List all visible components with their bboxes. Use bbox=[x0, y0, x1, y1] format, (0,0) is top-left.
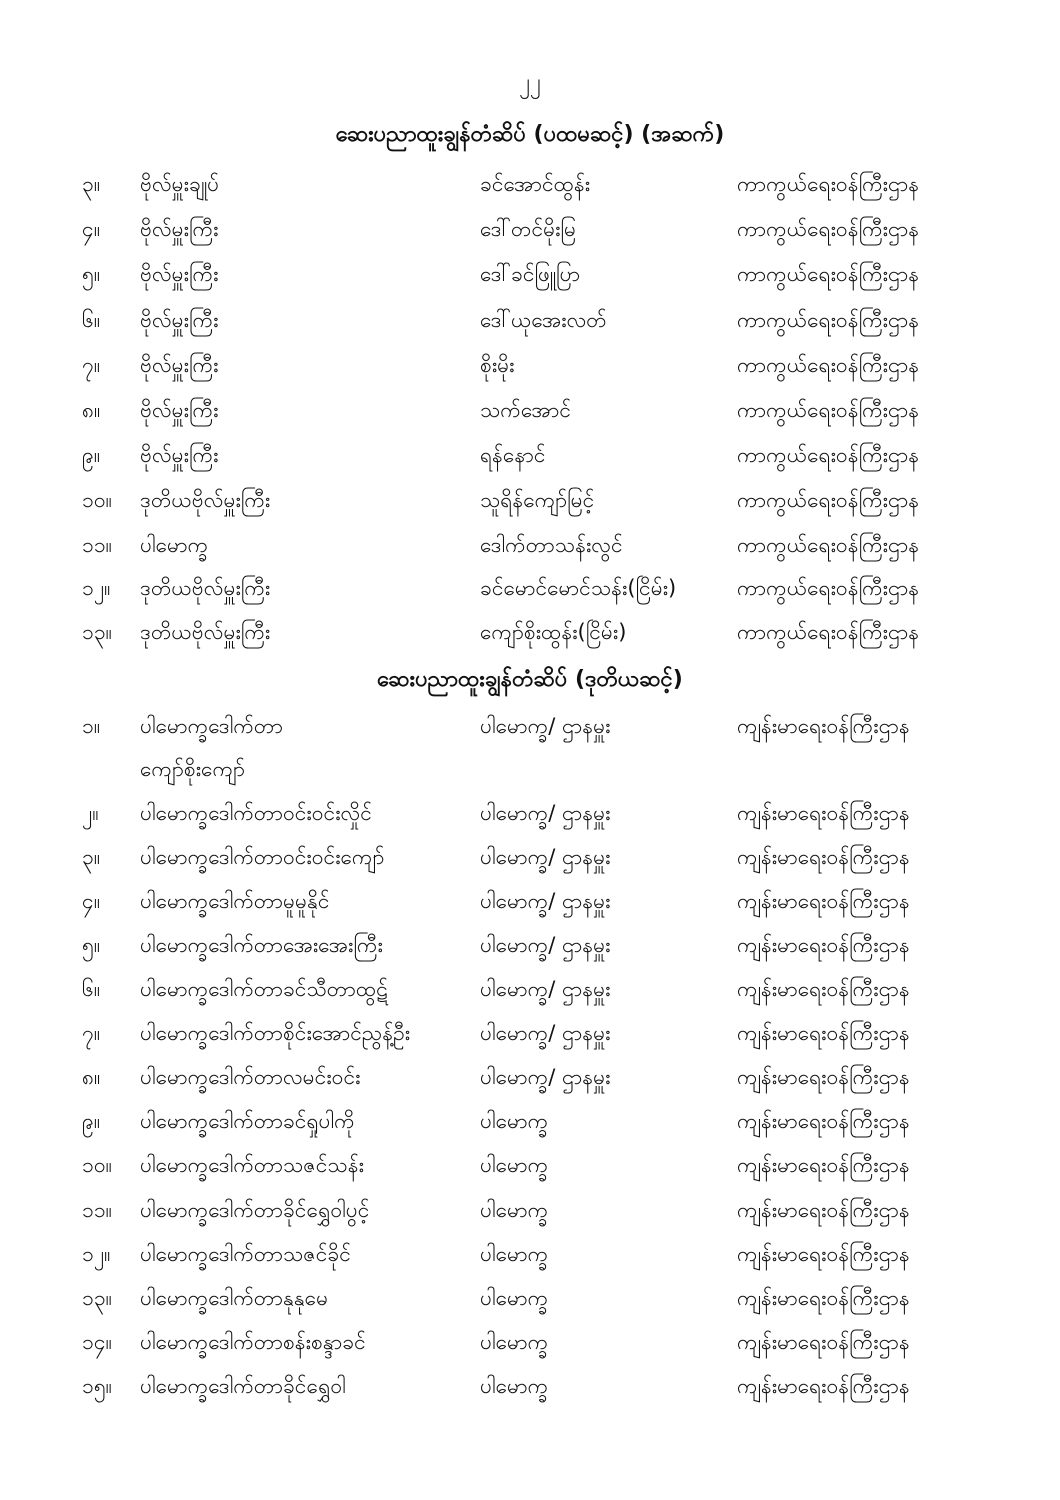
item-department: ကာကွယ်ရေးဝန်ကြီးဌာန bbox=[737, 262, 920, 286]
item-name: ပါမောက္ခ/ ဌာနမှူး bbox=[480, 1021, 611, 1045]
item-department: ကျန်းမာရေးဝန်ကြီးဌာန bbox=[737, 845, 910, 869]
list-item bbox=[0, 1278, 1060, 1318]
list-item bbox=[0, 568, 1060, 608]
item-number: ၁၄။ bbox=[82, 1330, 112, 1354]
item-name: ဒေါ်ယုအေးလတ် bbox=[480, 308, 607, 332]
item-number: ၈။ bbox=[82, 1065, 101, 1089]
item-number: ၅။ bbox=[82, 933, 101, 957]
item-number: ၁၅။ bbox=[82, 1374, 112, 1398]
item-rank: ဒုတိယဗိုလ်မှူးကြီး bbox=[140, 576, 271, 600]
list-item bbox=[0, 480, 1060, 520]
item-rank: ဗိုလ်မှူးကြီး bbox=[140, 398, 219, 422]
item-name: ပါမောက္ခ bbox=[480, 1374, 549, 1398]
item-department: ကျန်းမာရေးဝန်ကြီးဌာန bbox=[737, 1242, 910, 1266]
item-name: ပါမောက္ခ bbox=[480, 1242, 549, 1266]
item-department: ကျန်းမာရေးဝန်ကြီးဌာန bbox=[737, 1109, 910, 1133]
list-item bbox=[0, 390, 1060, 430]
list-item bbox=[0, 793, 1060, 833]
item-rank: ပါမောက္ခ bbox=[140, 533, 209, 557]
item-department: ကျန်းမာရေးဝန်ကြီးဌာန bbox=[737, 1374, 910, 1398]
item-department: ကာကွယ်ရေးဝန်ကြီးဌာန bbox=[737, 172, 920, 196]
item-name: ပါမောက္ခ bbox=[480, 1198, 549, 1222]
item-rank: ပါမောက္ခဒေါက်တာခင်ရှုပါကို bbox=[140, 1109, 355, 1133]
item-rank: ပါမောက္ခဒေါက်တာ bbox=[140, 714, 283, 738]
item-number: ၂။ bbox=[82, 801, 99, 825]
item-name: ကျော်စိုးထွန်း(ငြိမ်း) bbox=[480, 620, 627, 644]
item-department: ကျန်းမာရေးဝန်ကြီးဌာန bbox=[737, 1330, 910, 1354]
item-number: ၃။ bbox=[82, 845, 101, 869]
item-number: ၇။ bbox=[82, 353, 101, 377]
item-name: သက်အောင် bbox=[480, 398, 571, 422]
item-department: ကာကွယ်ရေးဝန်ကြီးဌာန bbox=[737, 398, 920, 422]
item-department: ကာကွယ်ရေးဝန်ကြီးဌာန bbox=[737, 308, 920, 332]
list-item bbox=[0, 254, 1060, 294]
list-item bbox=[0, 881, 1060, 921]
item-name: ပါမောက္ခ/ ဌာနမှူး bbox=[480, 1065, 611, 1089]
item-department: ကာကွယ်ရေးဝန်ကြီးဌာန bbox=[737, 576, 920, 600]
item-number: ၃။ bbox=[82, 172, 101, 196]
item-department: ကျန်းမာရေးဝန်ကြီးဌာန bbox=[737, 1198, 910, 1222]
list-item bbox=[0, 1145, 1060, 1185]
list-item bbox=[0, 300, 1060, 340]
item-department: ကျန်းမာရေးဝန်ကြီးဌာန bbox=[737, 977, 910, 1001]
item-rank-continuation: ကျော်စိုးကျော် bbox=[140, 757, 245, 781]
item-rank: ဗိုလ်မှူးကြီး bbox=[140, 217, 219, 241]
list-item bbox=[0, 1057, 1060, 1097]
item-rank: ပါမောက္ခဒေါက်တာဝင်းဝင်းကျော် bbox=[140, 845, 385, 869]
list-item bbox=[0, 612, 1060, 652]
item-rank: ဗိုလ်မှူးကြီး bbox=[140, 353, 219, 377]
item-rank: ပါမောက္ခဒေါက်တာခိုင်ရွှေဝါပွင့် bbox=[140, 1198, 370, 1222]
item-name: ပါမောက္ခ/ ဌာနမှူး bbox=[480, 801, 611, 825]
item-department: ကျန်းမာရေးဝန်ကြီးဌာန bbox=[737, 714, 910, 738]
item-department: ကျန်းမာရေးဝန်ကြီးဌာန bbox=[737, 1065, 910, 1089]
section-title-second-grade: ဆေးပညာထူးချွန်တံဆိပ် (ဒုတိယဆင့်) bbox=[377, 667, 683, 692]
item-number: ၄။ bbox=[82, 217, 101, 241]
item-department: ကာကွယ်ရေးဝန်ကြီးဌာန bbox=[737, 488, 920, 512]
item-department: ကျန်းမာရေးဝန်ကြီးဌာန bbox=[737, 933, 910, 957]
list-item bbox=[0, 1013, 1060, 1053]
item-name: ပါမောက္ခ bbox=[480, 1330, 549, 1354]
item-rank: ပါမောက္ခဒေါက်တာလမင်းဝင်း bbox=[140, 1065, 361, 1089]
list-item bbox=[0, 209, 1060, 249]
item-name: ပါမောက္ခ bbox=[480, 1153, 549, 1177]
item-name: ဒေါ်ခင်ဖြူပြာ bbox=[480, 262, 581, 286]
item-number: ၄။ bbox=[82, 889, 101, 913]
list-item bbox=[0, 164, 1060, 204]
item-rank: ပါမောက္ခဒေါက်တာစန်းစန္ဒာခင် bbox=[140, 1330, 366, 1354]
item-name: ပါမောက္ခ/ ဌာနမှူး bbox=[480, 933, 611, 957]
item-number: ၁၁။ bbox=[82, 533, 112, 557]
item-department: ကျန်းမာရေးဝန်ကြီးဌာန bbox=[737, 801, 910, 825]
item-number: ၈။ bbox=[82, 398, 101, 422]
item-number: ၆။ bbox=[82, 977, 101, 1001]
item-department: ကျန်းမာရေးဝန်ကြီးဌာန bbox=[737, 889, 910, 913]
item-name: သူရိန်ကျော်မြင့် bbox=[480, 488, 595, 512]
item-rank: ပါမောက္ခဒေါက်တာသဇင်သန်း bbox=[140, 1153, 364, 1177]
item-department: ကျန်းမာရေးဝန်ကြီးဌာန bbox=[737, 1286, 910, 1310]
item-name: ရန်နောင် bbox=[480, 443, 546, 467]
item-rank: ဒုတိယဗိုလ်မှူးကြီး bbox=[140, 488, 271, 512]
item-number: ၇။ bbox=[82, 1021, 101, 1045]
item-rank: ပါမောက္ခဒေါက်တာနုနုမေ bbox=[140, 1286, 329, 1310]
item-number: ၅။ bbox=[82, 262, 101, 286]
item-rank: ဗိုလ်မှူးချုပ် bbox=[140, 172, 220, 196]
item-name: ပါမောက္ခ/ ဌာနမှူး bbox=[480, 977, 611, 1001]
item-department: ကျန်းမာရေးဝန်ကြီးဌာန bbox=[737, 1021, 910, 1045]
list-item bbox=[0, 1101, 1060, 1141]
item-name: ပါမောက္ခ/ ဌာနမှူး bbox=[480, 714, 611, 738]
item-rank: ဒုတိယဗိုလ်မှူးကြီး bbox=[140, 620, 271, 644]
item-name: ဒေါ်တင်မိုးမြ bbox=[480, 217, 576, 241]
list-item bbox=[0, 345, 1060, 385]
page-number: ၂၂ bbox=[519, 70, 541, 95]
item-rank: ပါမောက္ခဒေါက်တာခင်သီတာထွဋ် bbox=[140, 977, 388, 1001]
item-number: ၁၂။ bbox=[82, 576, 111, 600]
item-rank: ဗိုလ်မှူးကြီး bbox=[140, 262, 219, 286]
list-item bbox=[0, 969, 1060, 1009]
item-number: ၉။ bbox=[82, 1109, 101, 1133]
item-rank: ပါမောက္ခဒေါက်တာဝင်းဝင်းလှိုင် bbox=[140, 801, 372, 825]
item-department: ကာကွယ်ရေးဝန်ကြီးဌာန bbox=[737, 533, 920, 557]
item-name: ဒေါက်တာသန်းလွင် bbox=[480, 533, 623, 557]
list-item bbox=[0, 1190, 1060, 1230]
item-name: ခင်မောင်မောင်သန်း(ငြိမ်း) bbox=[480, 576, 677, 600]
item-number: ၆။ bbox=[82, 308, 101, 332]
item-name: ခင်အောင်ထွန်း bbox=[480, 172, 591, 196]
item-name: ပါမောက္ခ/ ဌာနမှူး bbox=[480, 845, 611, 869]
list-item bbox=[0, 1322, 1060, 1362]
list-item bbox=[0, 925, 1060, 965]
item-department: ကာကွယ်ရေးဝန်ကြီးဌာန bbox=[737, 443, 920, 467]
item-number: ၁၃။ bbox=[82, 620, 112, 644]
item-number: ၁၃။ bbox=[82, 1286, 112, 1310]
item-number: ၁၁။ bbox=[82, 1198, 112, 1222]
item-name: ပါမောက္ခ/ ဌာနမှူး bbox=[480, 889, 611, 913]
item-rank: ပါမောက္ခဒေါက်တာမူမူနိုင် bbox=[140, 889, 330, 913]
item-name: ပါမောက္ခ bbox=[480, 1109, 549, 1133]
item-number: ၁။ bbox=[82, 714, 101, 738]
item-rank: ဗိုလ်မှူးကြီး bbox=[140, 308, 219, 332]
item-number: ၁၀။ bbox=[82, 488, 112, 512]
item-rank: ပါမောက္ခဒေါက်တာသဇင်ခိုင် bbox=[140, 1242, 351, 1266]
item-rank: ပါမောက္ခဒေါက်တာစိုင်းအောင်ညွန့်ဦး bbox=[140, 1021, 411, 1045]
item-rank: ဗိုလ်မှူးကြီး bbox=[140, 443, 219, 467]
list-item bbox=[0, 837, 1060, 877]
list-item bbox=[0, 1366, 1060, 1406]
list-item bbox=[0, 525, 1060, 565]
item-name: ပါမောက္ခ bbox=[480, 1286, 549, 1310]
item-department: ကျန်းမာရေးဝန်ကြီးဌာန bbox=[737, 1153, 910, 1177]
item-rank: ပါမောက္ခဒေါက်တာခိုင်ရွှေဝါ bbox=[140, 1374, 346, 1398]
list-item bbox=[0, 1234, 1060, 1274]
item-number: ၁၂။ bbox=[82, 1242, 111, 1266]
item-number: ၉။ bbox=[82, 443, 101, 467]
item-department: ကာကွယ်ရေးဝန်ကြီးဌာန bbox=[737, 620, 920, 644]
item-name: စိုးမိုး bbox=[480, 353, 515, 377]
list-item bbox=[0, 435, 1060, 475]
item-department: ကာကွယ်ရေးဝန်ကြီးဌာန bbox=[737, 217, 920, 241]
item-rank: ပါမောက္ခဒေါက်တာအေးအေးကြီး bbox=[140, 933, 383, 957]
section-title-first-grade: ဆေးပညာထူးချွန်တံဆိပ် (ပထမဆင့်) (အဆက်) bbox=[335, 122, 725, 147]
item-department: ကာကွယ်ရေးဝန်ကြီးဌာန bbox=[737, 353, 920, 377]
list-item bbox=[0, 706, 1060, 746]
item-number: ၁၀။ bbox=[82, 1153, 112, 1177]
